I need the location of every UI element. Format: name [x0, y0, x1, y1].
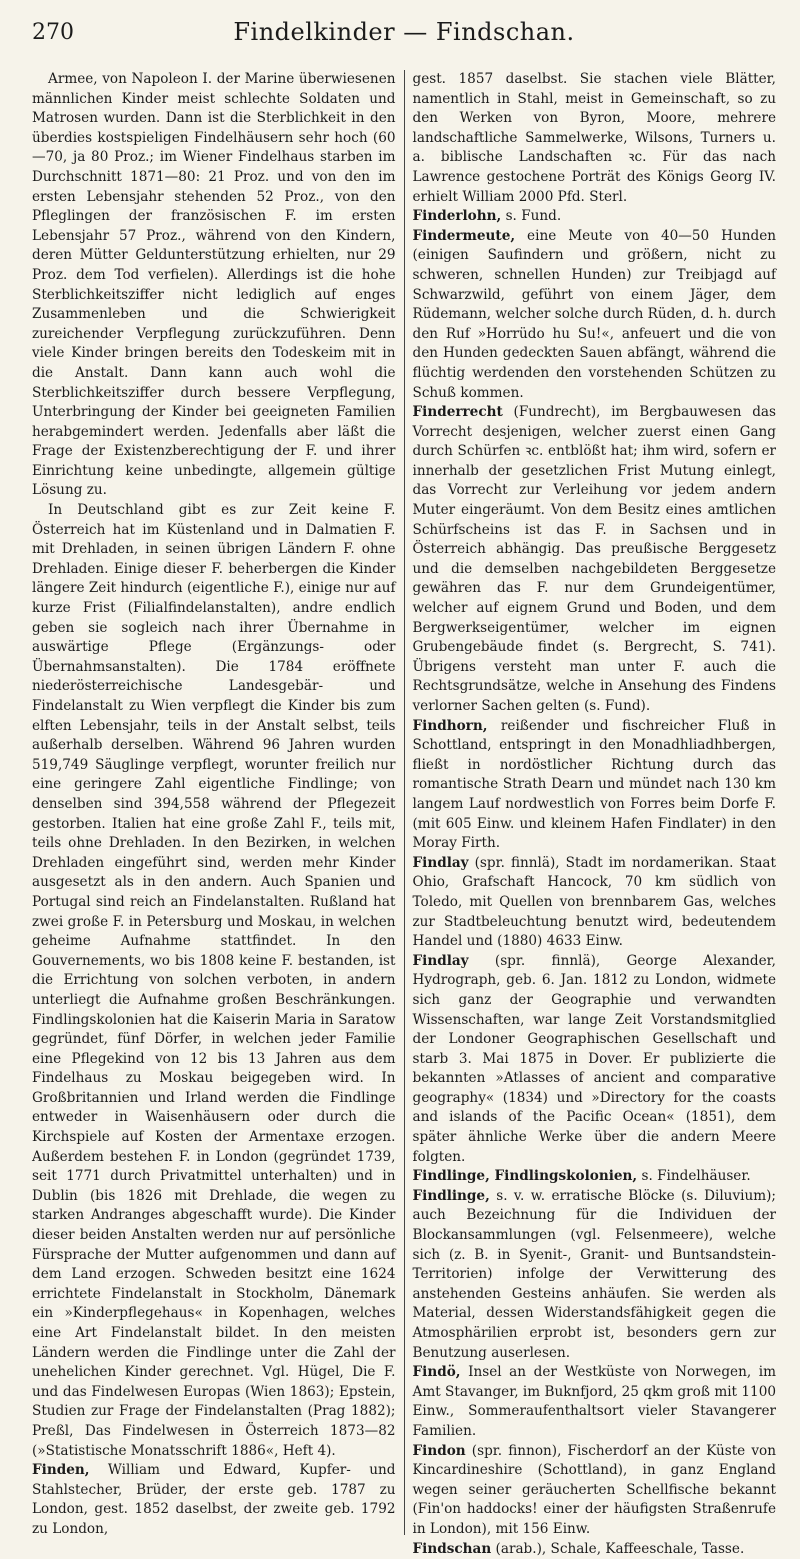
entry-text: s. Findelhäuser.: [637, 1168, 751, 1185]
dictionary-entry: [413, 717, 777, 854]
entry-text: s. Fund.: [501, 208, 562, 225]
entry-headword: Findlay: [412, 952, 469, 969]
entry-text: (Fundrecht), im Bergbauwesen das Vorrecht desjenigen, welcher zuerst einen Gang durch Schürfen ꝛc. entblößt hat; ihm wird, sofern er innerhalb der gesetzlichen Frist Mutung einlegt, das Vorrecht zur Verleihung vor jedem andern Muter eingeräumt. Von dem Besitz eines amtlichen Schürfscheins ist das F. in Sachsen und in Österreich abhängig. Das preußische Berggesetz und die demselben nachgebildeten Berggesetze gewähren das F. nur dem Grundeigentümer, welcher auf eignem Grund und Boden, und dem Bergwerkseigentümer, welcher im eignen Grubengebäude findet (s. Bergrecht, S. 741). Übrigens versteht man unter F. auch die Rechtsgrundsätze, welche in Ansehung des Findens verlorner Sachen gelten (s. Fund).: [412, 404, 776, 714]
page-number: 270: [32, 20, 74, 45]
dictionary-entry: [413, 1442, 777, 1540]
entry-headword: Findlinge,: [412, 1187, 490, 1204]
dictionary-entry: [413, 70, 777, 207]
right-column: [405, 70, 777, 1557]
entry-text: s. v. w. erratische Blöcke (s. Diluvium); auch Bezeichnung für die Individuen der Blockansammlungen (vgl. Felsenmeere), welche sich (z. B. in Syenit-, Granit- und Buntsandstein-Territorien) infolge der Verwitterung des anstehenden Gesteins anhäufen. Sie werden als Material, dessen Widerstandsfähigkeit gegen die Atmosphärilien erprobt ist, besonders gern zur Benutzung auserlesen.: [412, 1187, 776, 1361]
entry-headword: Findlay: [412, 854, 469, 871]
dictionary-entry: [32, 1461, 396, 1539]
entry-text: (spr. finnon), Fischerdorf an der Küste von Kincardineshire (Schottland), in ganz England wegen seiner geräucherten Schellfische bekannt (Fin'on haddocks! einer der häufigsten Straßenrufe in London), mit 156 Einw.: [412, 1442, 776, 1537]
entry-text: Armee, von Napoleon I. der Marine überwiesenen männlichen Kinder meist schlechte Soldaten und Matrosen wurden. Dann ist die Sterblichkeit in den überdies kostspieligen Findelhäusern sehr hoch (60—70, ja 80 Proz.; im Wiener Findelhaus starben im Durchschnitt 1871—80: 21 Proz. und von den im ersten Lebensjahr stehenden 52 Proz., von den Pfleglingen der französischen F. im ersten Lebensjahr 57 Proz., während von den Kindern, deren Mütter Geldunterstützung erhielten, nur 29 Proz. dem Tod verfielen). Allerdings ist die hohe Sterblichkeitsziffer nicht lediglich auf enges Zusammenleben und die Schwierigkeit zureichender Verpflegung zurückzuführen. Denn viele Kinder bringen bereits den Todeskeim mit in die Anstalt. Dann kann auch wohl die Sterblichkeitsziffer durch bessere Verpflegung, Unterbringung der Kinder bei geeigneten Familien herabgemindert werden. Jedenfalls aber läßt die Frage der Existenzberechtigung der F. und ihrer Einrichtung keine unbedingte, allgemein gültige Lösung zu.: [32, 71, 396, 499]
entry-headword: Findermeute,: [412, 227, 516, 244]
left-column: [32, 70, 404, 1535]
entry-text: reißender und fischreicher Fluß in Schottland, entspringt in den Monadhliadhbergen, fließt in nordöstlicher Richtung durch das romantische Strath Dearn und mündet nach 130 km langem Lauf nordwestlich von Forres beim Dorfe F. (mit 605 Einw. und kleinem Hafen Findlater) in den Moray Firth.: [412, 717, 776, 852]
entry-text: In Deutschland gibt es zur Zeit keine F. Österreich hat im Küstenland und in Dalmatien F. mit Drehladen, in seinen übrigen Ländern F. ohne Drehladen. Einige dieser F. beherbergen die Kinder längere Zeit hindurch (eigentliche F.), einige nur auf kurze Frist (Filialfindelanstalten), andre endlich geben sie sogleich nach ihrer Übernahme in auswärtige Pflege (Ergänzungs- oder Übernahmsanstalten). Die 1784 eröffnete niederösterreichische Landesgebär- und Findelanstalt zu Wien verpflegt die Kinder bis zum elften Lebensjahr, teils in der Anstalt selbst, teils außerhalb derselben. Während 96 Jahren wurden 519,749 Säuglinge verpflegt, worunter freilich nur eine geringere Zahl eigentliche Findlinge; von denselben sind 394,558 während der Pflegezeit gestorben. Italien hat eine große Zahl F., teils mit, teils ohne Drehladen. In den Bezirken, in welchen Drehladen eingeführt sind, werden mehr Kinder ausgesetzt als in den andern. Auch Spanien und Portugal sind reich an Findelanstalten. Rußland hat zwei große F. in Petersburg und Moskau, in welchen geheime Aufnahme stattfindet. In den Gouvernements, wo bis 1808 keine F. bestanden, ist die Errichtung von solchen verboten, in andern unterliegt die Aufnahme großen Beschränkungen. Findlingskolonien hat die Kaiserin Maria in Saratow gegründet, fünf Dörfer, in welchen jeder Familie eine Pflegekind von 12 bis 13 Jahren aus dem Findelhaus zu Moskau beigegeben wird. In Großbritannien und Irland werden die Findlinge entweder in Waisenhäusern oder durch die Kirchspiele auf Kosten der Armentaxe erzogen. Außerdem bestehen F. in London (gegründet 1739, seit 1771 durch Privatmittel unterhalten) und in Dublin (bis 1826 mit Drehlade, die wegen zu starken Andranges abgeschafft wurde). Die Kinder dieser beiden Anstalten werden nur auf persönliche Fürsprache der Mutter aufgenommen und dann auf dem Land erzogen. Schweden besitzt eine 1624 errichtete Findelanstalt in Stockholm, Dänemark ein »Kinderpflegehaus« in Kopenhagen, welches eine Art Findelanstalt bildet. In den meisten Ländern werden die Findlinge unter die Zahl der unehelichen Kinder gerechnet. Vgl. Hügel, Die F. und das Findelwesen Europas (Wien 1863); Epstein, Studien zur Frage der Findelanstalten (Prag 1882); Preßl, Das Findelwesen in Österreich 1873—82 (»Statistische Monatsschrift 1886«, Heft 4).: [32, 502, 396, 1459]
dictionary-entry: [413, 207, 777, 227]
entry-headword: Findon: [412, 1442, 466, 1459]
running-head: Findelkinder — Findschan.: [233, 18, 575, 46]
entry-text: (arab.), Schale, Kaffeeschale, Tasse.: [491, 1540, 745, 1557]
dictionary-entry: [413, 1540, 777, 1559]
dictionary-entry: [413, 403, 777, 717]
entry-headword: Findlinge, Findlingskolonien,: [412, 1168, 638, 1185]
paragraph: [32, 501, 396, 1461]
dictionary-entry: [413, 1363, 777, 1441]
entry-text: Insel an der Westküste von Norwegen, im Amt Stavanger, im Buknfjord, 25 qkm groß mit 1100 Einw., Sommeraufenthaltsort vieler Stavangerer Familien.: [412, 1364, 776, 1439]
entry-headword: Finderlohn,: [412, 208, 502, 225]
entry-text: eine Meute von 40—50 Hunden (einigen Saufindern und größern, nicht zu schweren, schnellen Hunden) zur Treibjagd auf Schwarzwild, geführt von einem Jäger, dem Rüdemann, welcher solche durch Rüden, d. h. durch den Ruf »Horrüdo hu Su!«, anfeuert und die von den Hunden gedeckten Sauen abfängt, während die flüchtig werdenden den vorstehenden Schützen zu Schuß kommen.: [412, 227, 776, 401]
entry-text: (spr. finnlä), Stadt im nordamerikan. Staat Ohio, Grafschaft Hancock, 70 km südlich von Toledo, mit Quellen von brennbarem Gas, welches zur Stadtbeleuchtung benutzt wird, bedeutendem Handel und (1880) 4633 Einw.: [412, 854, 776, 950]
text-columns: [32, 70, 776, 1557]
entry-headword: Finden,: [32, 1462, 90, 1479]
dictionary-entry: [413, 952, 777, 1168]
entry-headword: Findhorn,: [412, 717, 488, 734]
entry-text: William und Edward, Kupfer- und Stahlstecher, Brüder, der erste geb. 1787 zu London, gest. 1852 daselbst, der zweite geb. 1792 zu London,: [32, 1462, 396, 1537]
dictionary-entry: [413, 1167, 777, 1187]
paragraph: [32, 70, 396, 501]
dictionary-entry: [413, 1187, 777, 1363]
entry-headword: Findschan: [412, 1540, 492, 1557]
entry-text: gest. 1857 daselbst. Sie stachen viele Blätter, namentlich in Stahl, meist in Gemeinschaft, so zu den Werken von Byron, Moore, mehrere landschaftliche Sammelwerke, Wilsons, Turners u. a. biblische Landschaften ꝛc. Für das nach Lawrence gestochene Porträt des Königs Georg IV. erhielt William 2000 Pfd. Sterl.: [412, 71, 776, 205]
dictionary-entry: [413, 227, 777, 403]
entry-text: (spr. finnlä), George Alexander, Hydrograph, geb. 6. Jan. 1812 zu London, widmete sich ganz der Geographie und verwandten Wissenschaften, war lange Zeit Vorstandsmitglied der Londoner Geographischen Gesellschaft und starb 3. Mai 1875 in Dover. Er publizierte die bekannten »Atlasses of ancient and comparative geography« (1834) und »Directory for the coasts and islands of the Pacific Ocean« (1851), dem später ähnliche Werke über die andern Meere folgten.: [412, 952, 776, 1165]
page-header: [32, 8, 776, 56]
dictionary-entry: [413, 854, 777, 952]
entry-headword: Findö,: [412, 1364, 461, 1381]
entry-headword: Finderrecht: [412, 404, 503, 421]
